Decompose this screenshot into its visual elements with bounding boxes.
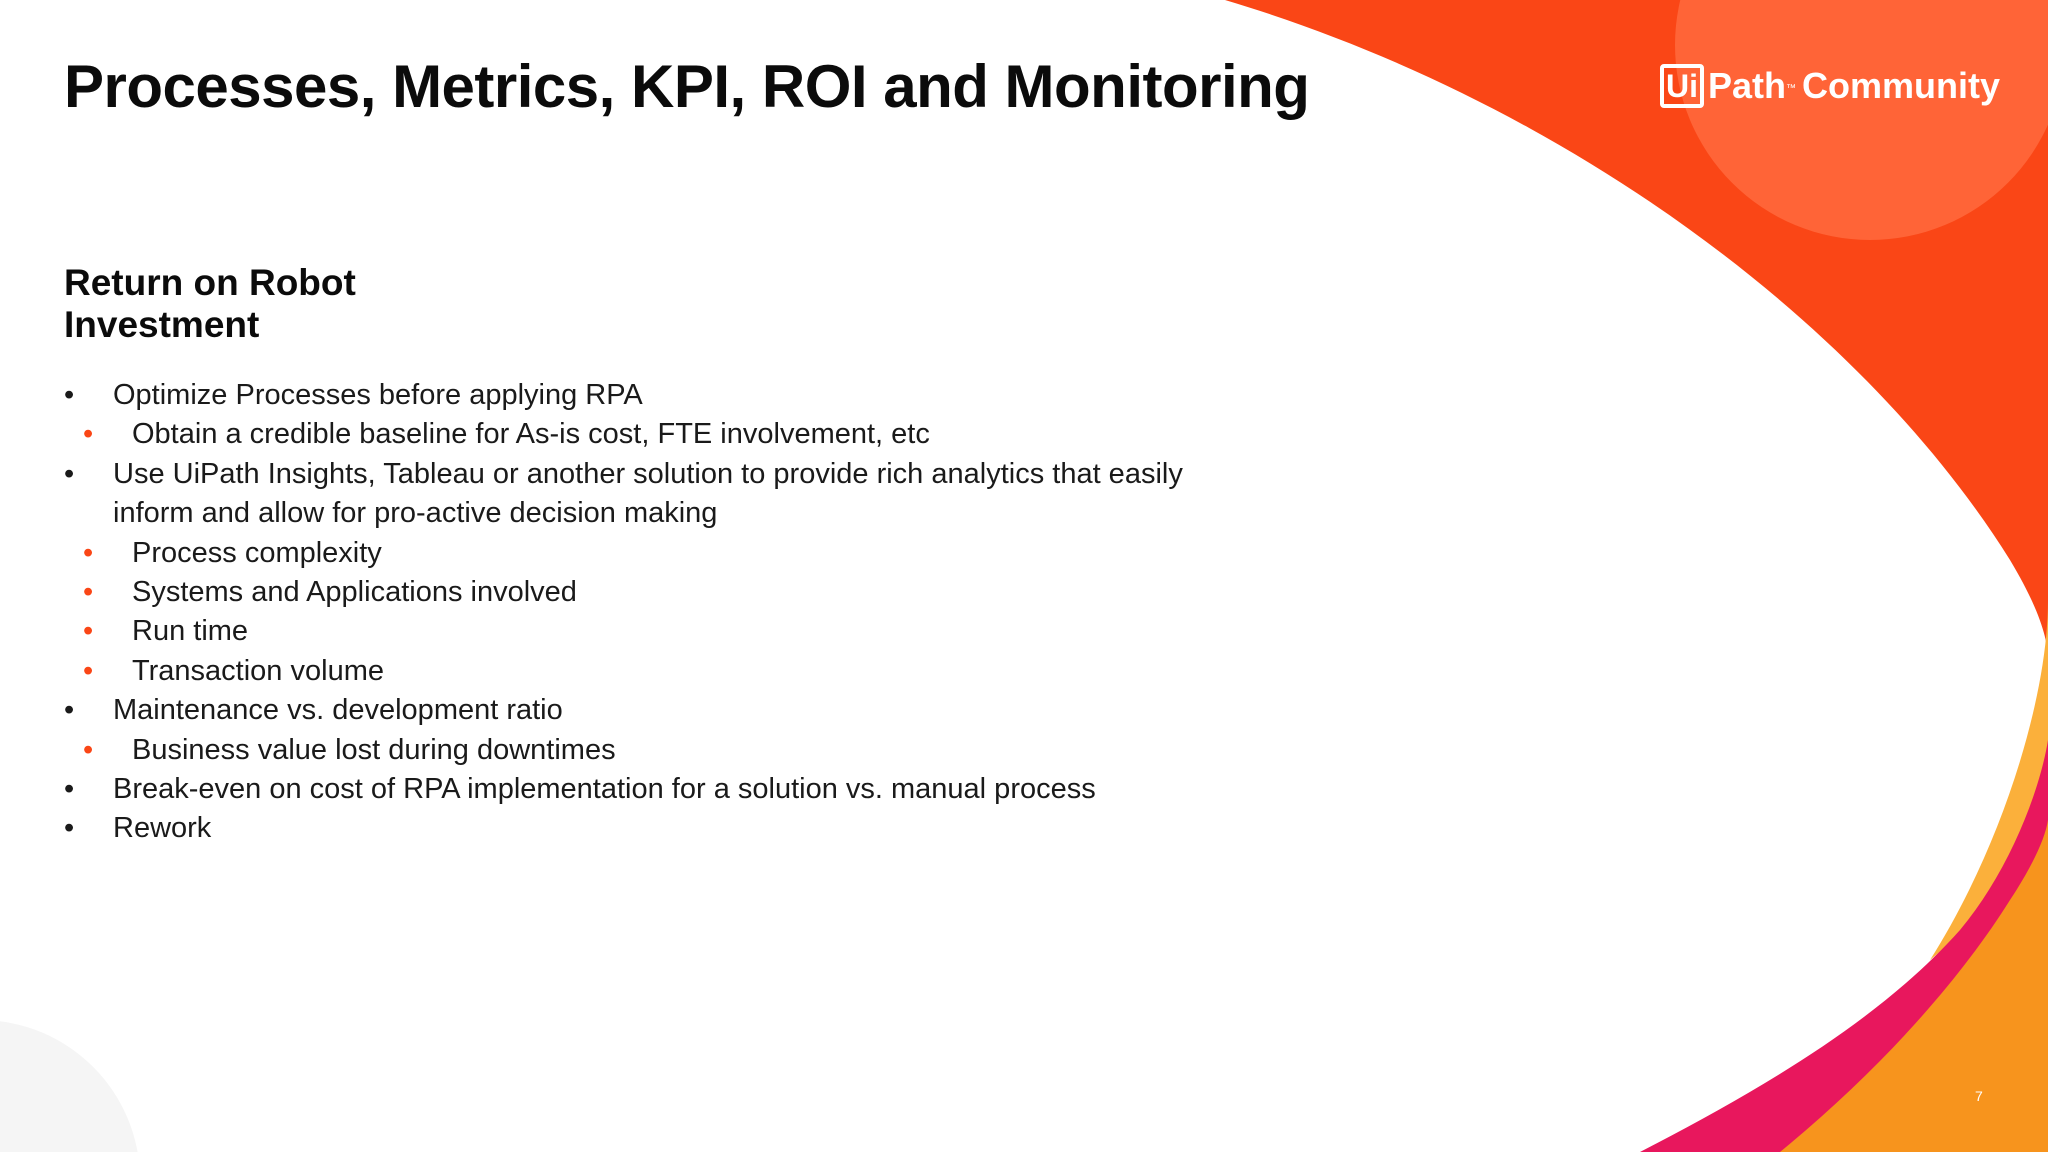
logo-path-text: Path: [1708, 65, 1787, 106]
bullet-dot-icon: •: [64, 694, 75, 727]
sub-bullet-dot-icon: •: [83, 418, 94, 451]
sub-bullet-item: [64, 573, 1264, 612]
bullet-item: [64, 809, 1264, 848]
page-number: 7: [1975, 1088, 1983, 1104]
bullet-item: [64, 770, 1264, 809]
logo-tm: ™: [1786, 82, 1797, 94]
slide-title: Processes, Metrics, KPI, ROI and Monitoring: [64, 53, 1310, 120]
bullet-text: Optimize Processes before applying RPA: [113, 379, 643, 411]
bullet-text: Obtain a credible baseline for As-is cost, FTE involvement, etc: [132, 418, 930, 451]
bullet-item: [64, 376, 1264, 415]
bullet-text: Systems and Applications involved: [132, 576, 577, 609]
logo-community-text: Community: [1802, 65, 2001, 106]
bullet-text: Rework: [113, 812, 212, 845]
bullet-text: Run time: [132, 615, 249, 648]
bullet-dot-icon: •: [64, 379, 75, 411]
sub-bullet-dot-icon: •: [83, 576, 94, 609]
bullet-item: [64, 455, 1264, 534]
bullet-text: Use UiPath Insights, Tableau or another solution to provide rich analytics that easily inform and allow for pro-active decision making: [113, 457, 1183, 530]
bullet-dot-icon: •: [64, 812, 75, 845]
bullet-text: Break-even on cost of RPA implementation for a solution vs. manual process: [113, 773, 1096, 806]
bullet-item: [64, 691, 1264, 730]
sub-bullet-item: [64, 652, 1264, 691]
bullet-dot-icon: •: [64, 457, 75, 490]
sub-bullet-item: [64, 534, 1264, 573]
subtitle-line-1: Return on Robot: [64, 262, 356, 303]
bullet-text: Business value lost during downtimes: [132, 733, 616, 766]
bullet-text: Process complexity: [132, 536, 382, 569]
sub-bullet-dot-icon: •: [83, 615, 94, 648]
uipath-community-logo: [1660, 60, 2000, 112]
grey-corner-shape: [0, 1020, 140, 1152]
sub-bullet-item: [64, 731, 1264, 770]
logo-ui-box: Ui: [1660, 64, 1704, 108]
bullet-list: [64, 376, 1264, 849]
bullet-text: Transaction volume: [132, 654, 384, 687]
bullet-text: Maintenance vs. development ratio: [113, 694, 563, 727]
subtitle-line-2: Investment: [64, 304, 260, 345]
sub-bullet-item: [64, 612, 1264, 651]
section-subtitle: [64, 262, 464, 346]
sub-bullet-dot-icon: •: [83, 733, 94, 766]
sub-bullet-dot-icon: •: [83, 536, 94, 569]
sub-bullet-item: [64, 415, 1264, 454]
bullet-dot-icon: •: [64, 773, 75, 806]
sub-bullet-dot-icon: •: [83, 654, 94, 687]
